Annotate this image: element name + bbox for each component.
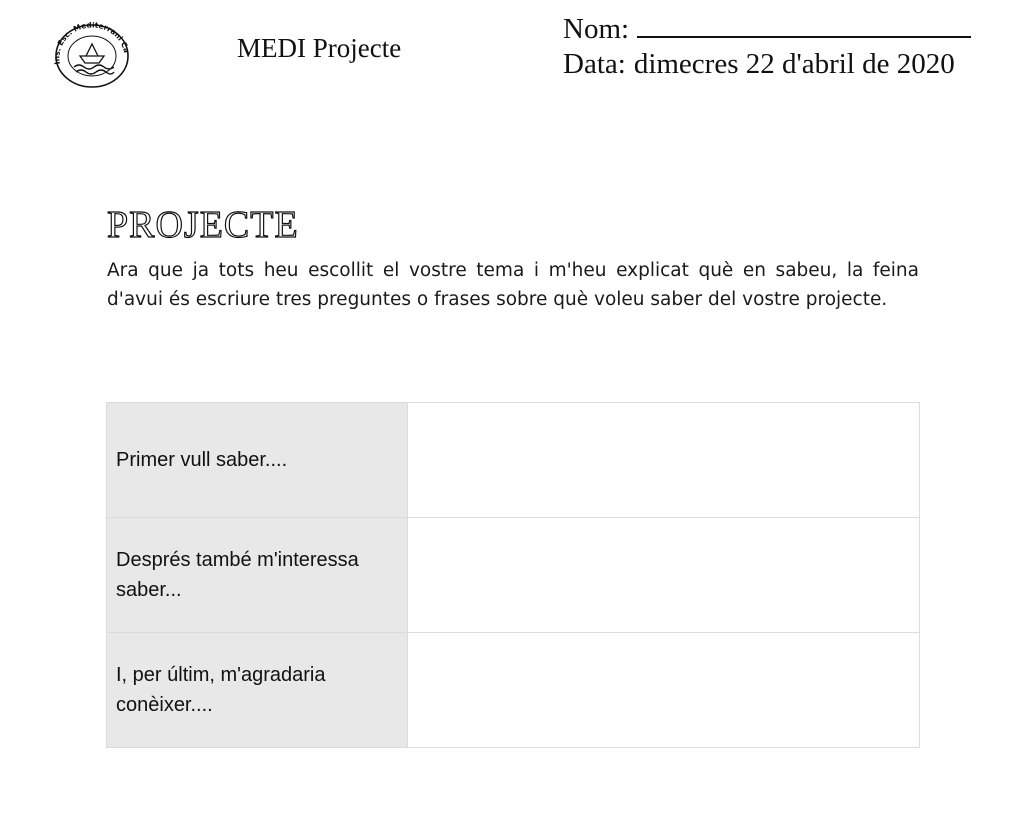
section-heading: PROJECTE (107, 204, 299, 246)
student-info (563, 10, 971, 82)
answer-cell[interactable] (408, 403, 920, 518)
question-prompt: I, per últim, m'agradaria conèixer.... (107, 633, 408, 748)
svg-text:Ins. Esc. Mediterrani Campclar (48, 22, 131, 65)
answer-cell[interactable] (408, 633, 920, 748)
logo-lettering: Ins. Esc. Mediterrani Ca (52, 22, 132, 66)
school-seal-icon (48, 22, 136, 90)
table-row (107, 518, 920, 633)
date-value: dimecres 22 d'abril de 2020 (633, 48, 955, 80)
answer-cell[interactable] (408, 518, 920, 633)
name-blank-line[interactable] (637, 10, 971, 38)
table-row (107, 633, 920, 748)
date-row (563, 47, 971, 82)
instructions-paragraph: Ara que ja tots heu escollit el vostre tema i m'heu explicat què en sabeu, la feina d'avui és escriure tres preguntes o frases sobre què voleu saber del vostre projecte. (107, 260, 919, 310)
questions-table (106, 402, 920, 748)
question-prompt: Després també m'interessa saber... (107, 518, 408, 633)
document-title: MEDI Projecte (237, 33, 402, 63)
question-prompt: Primer vull saber.... (107, 403, 408, 518)
name-row (563, 10, 971, 47)
table-row (107, 403, 920, 518)
school-logo (48, 22, 136, 90)
date-label: Data: (563, 48, 626, 80)
name-label: Nom: (563, 13, 630, 45)
